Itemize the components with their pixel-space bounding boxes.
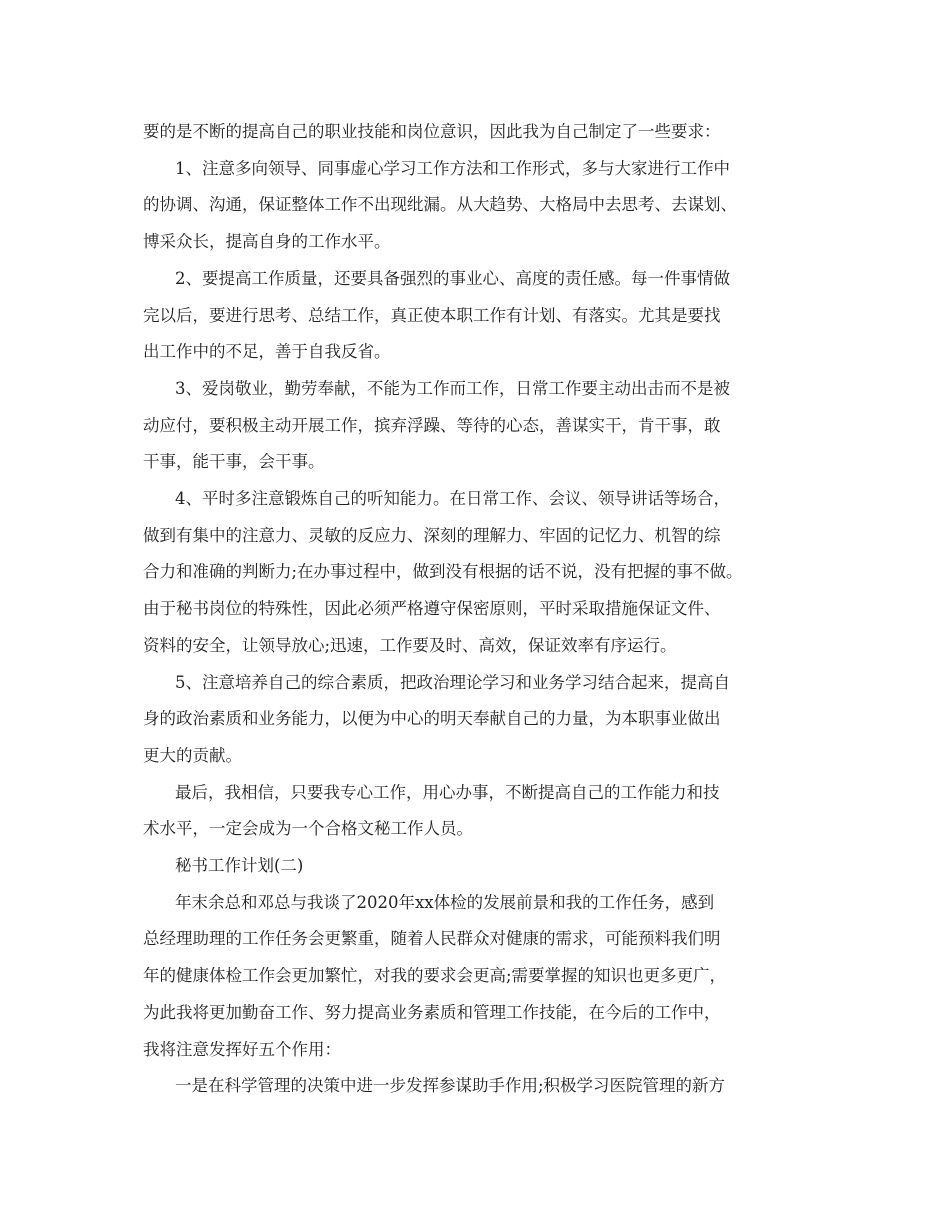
text-line: 合力和准确的判断力;在办事过程中，做到没有根据的话不说，没有把握的事不做。: [143, 562, 743, 581]
section-heading: 秘书工作计划(二): [175, 856, 304, 875]
text-line: 年末余总和邓总与我谈了2020年xx体检的发展前景和我的工作任务，感到: [175, 893, 715, 912]
text-line: 要的是不断的提高自己的职业技能和岗位意识，因此我为自己制定了一些要求：: [143, 122, 721, 141]
text-line: 年的健康体检工作会更加繁忙，对我的要求会更高;需要掌握的知识也更多更广，: [143, 966, 727, 985]
text-line: 为此我将更加勤奋工作、努力提高业务素质和管理工作技能，在今后的工作中，: [143, 1003, 721, 1022]
text-line: 术水平，一定会成为一个合格文秘工作人员。: [143, 819, 473, 838]
text-line: 一是在科学管理的决策中进一步发挥参谋助手作用;积极学习医院管理的新方: [175, 1076, 726, 1095]
text-line: 的协调、沟通，保证整体工作不出现纰漏。从大趋势、大格局中去思考、去谋划、: [143, 195, 737, 214]
text-line: 由于秘书岗位的特殊性，因此必须严格遵守保密原则，平时采取措施保证文件、: [143, 599, 721, 618]
text-line: 1、注意多向领导、同事虚心学习工作方法和工作形式，多与大家进行工作中: [175, 159, 730, 178]
text-line: 2、要提高工作质量，还要具备强烈的事业心、高度的责任感。每一件事情做: [175, 269, 730, 288]
text-line: 动应付，要积极主动开展工作，摈弃浮躁、等待的心态，善谋实干，肯干事，敢: [143, 416, 721, 435]
text-line: 最后，我相信，只要我专心工作，用心办事，不断提高自己的工作能力和技: [175, 783, 720, 802]
text-line: 更大的贡献。: [143, 746, 242, 765]
text-line: 3、爱岗敬业，勤劳奉献，不能为工作而工作，日常工作要主动出击而不是被: [175, 379, 730, 398]
text-line: 身的政治素质和业务能力，以便为中心的明天奉献自己的力量，为本职事业做出: [143, 709, 721, 728]
text-line: 干事，能干事，会干事。: [143, 452, 325, 471]
text-line: 完以后，要进行思考、总结工作，真正使本职工作有计划、有落实。尤其是要找: [143, 306, 721, 325]
text-line: 出工作中的不足，善于自我反省。: [143, 342, 391, 361]
text-line: 资料的安全，让领导放心;迅速，工作要及时、高效，保证效率有序运行。: [143, 636, 677, 655]
text-line: 我将注意发挥好五个作用：: [143, 1040, 341, 1059]
text-line: 做到有集中的注意力、灵敏的反应力、深刻的理解力、牢固的记忆力、机智的综: [143, 526, 721, 545]
text-line: 4、平时多注意锻炼自己的听知能力。在日常工作、会议、领导讲话等场合，: [175, 489, 730, 508]
text-line: 博采众长，提高自身的工作水平。: [143, 232, 391, 251]
text-line: 5、注意培养自己的综合素质，把政治理论学习和业务学习结合起来，提高自: [175, 673, 730, 692]
text-line: 总经理助理的工作任务会更繁重，随着人民群众对健康的需求，可能预料我们明: [143, 929, 721, 948]
